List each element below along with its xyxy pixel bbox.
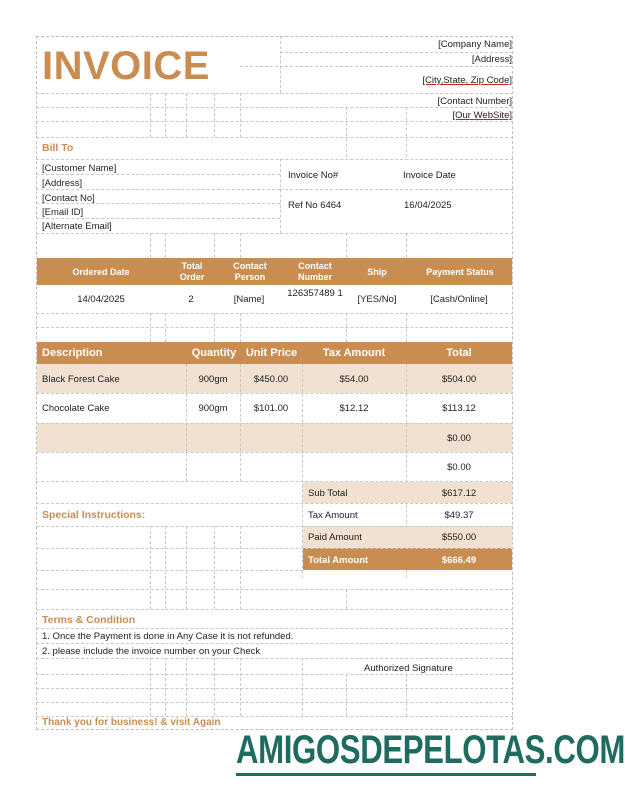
grid-line [280,36,281,93]
item-total: $0.00 [447,433,471,444]
grid-line [36,233,513,234]
grid-line [165,526,166,609]
grid-line [36,203,280,204]
items-header-unit-price: Unit Price [245,347,298,359]
subtotal-value: $617.12 [441,488,477,499]
customer-address: [Address] [42,178,83,189]
items-header-tax-amount: Tax Amount [322,347,386,359]
grid-line [214,233,215,258]
order-header-ship: Ship [367,267,387,277]
order-header-ordered-date: Ordered Date [72,267,130,277]
tax-label: Tax Amount [308,510,358,521]
total-value: $666.49 [441,555,477,566]
grid-line [36,570,303,571]
paid-value: $550.00 [441,532,477,543]
grid-line [36,137,513,138]
order-ship: [YES/No] [357,294,397,305]
grid-line [240,313,241,342]
grid-line [240,526,241,609]
grid-line [346,107,347,157]
grid-line [36,174,280,175]
invoice-title: INVOICE [42,44,210,88]
grid-line [150,93,151,137]
grid-line [214,93,215,137]
grid-line [406,674,407,716]
grid-line [150,313,151,342]
item-description: Chocolate Cake [42,403,110,414]
invoice-date-value: 16/04/2025 [404,200,452,211]
grid-line [240,233,241,258]
grid-line [36,548,513,549]
customer-name: [Customer Name] [42,163,117,174]
item-unit-price: $101.00 [253,403,289,414]
grid-line [346,674,347,716]
grid-line [36,393,513,394]
grid-line [36,589,513,590]
grid-line [36,452,513,453]
items-header-total: Total [446,347,472,359]
item-description: Black Forest Cake [42,374,120,385]
grid-line [165,313,166,342]
order-date: 14/04/2025 [77,294,125,305]
grid-line [36,702,513,703]
grid-line [36,313,513,314]
grid-line [406,313,407,342]
grid-line [186,658,187,716]
grid-line [36,609,513,610]
order-contact-person: [Name] [233,294,265,305]
watermark-logo: AMIGOSDEPELOTAS.COM [236,728,625,772]
grid-line [186,93,187,137]
paid-label: Paid Amount [308,532,362,543]
grid-line [346,233,347,258]
company-website: [Our WebSite] [452,110,512,121]
grid-line [36,526,513,527]
order-payment-status: [Cash/Online] [430,294,488,305]
grid-line [406,107,407,157]
subtotal-label: Sub Total [308,488,348,499]
item-quantity: 900gm [198,374,228,385]
order-header-contact-number: Contact Number [297,261,332,282]
grid-line [36,503,513,504]
invoice-no-value: Ref No 6464 [288,200,342,211]
grid-line [36,628,513,629]
invoice-date-label: Invoice Date [403,170,456,181]
item-total: $504.00 [441,374,477,385]
grid-line [214,313,215,342]
invoice-no-label: Invoice No# [288,170,339,181]
bill-to-heading: Bill To [42,142,74,154]
terms-heading: Terms & Condition [42,614,136,626]
tax-value: $49.37 [444,510,474,521]
grid-line [36,688,513,689]
grid-line [186,526,187,609]
company-name: [Company Name] [438,39,512,50]
grid-line [214,526,215,609]
item-tax-amount: $12.12 [339,403,369,414]
grid-line [214,658,215,716]
grid-line [406,233,407,258]
order-total: 2 [188,294,194,305]
grid-line [280,189,513,190]
watermark-underline [236,773,536,776]
total-label: Total Amount [308,555,369,566]
grid-line [280,52,513,53]
grid-line [240,93,241,137]
terms-line-2: 2. please include the invoice number on your Check [42,646,261,657]
grid-line [36,423,513,424]
grid-line [302,658,303,716]
grid-line [346,589,347,609]
company-contact-number: [Contact Number] [437,96,512,107]
grid-line [36,658,513,659]
customer-contact-no: [Contact No] [42,193,95,204]
grid-line [36,121,513,122]
grid-line [36,93,513,94]
grid-line [150,658,151,716]
company-address: [Address] [471,54,512,65]
order-header-total-order: Total Order [179,261,205,282]
company-city-state: [City,State, Zip Code] [422,75,512,86]
grid-line [346,313,347,342]
grid-line [36,218,280,219]
grid-line [150,233,151,258]
item-unit-price: $450.00 [253,374,289,385]
grid-line [36,107,513,108]
items-header-quantity: Quantity [191,347,237,359]
footer-thank-you: Thank you for business! & visit Again [42,717,221,728]
item-total: $113.12 [442,403,476,414]
authorized-signature: Authorized Signature [364,663,453,674]
grid-line [280,159,281,233]
grid-line [36,189,280,190]
item-tax-amount: $54.00 [339,374,369,385]
order-header-contact-person: Contact Person [233,261,267,282]
grid-line [165,658,166,716]
grid-line [36,674,513,675]
item-total: $0.00 [447,462,471,473]
grid-line [165,233,166,258]
order-header-payment-status: Payment Status [426,267,494,277]
customer-email: [Email ID] [42,207,84,218]
grid-line [36,327,513,328]
terms-line-1: 1. Once the Payment is done in Any Case it is not refunded. [42,631,294,642]
grid-line [36,159,513,160]
special-instructions-heading: Special Instructions: [42,509,146,521]
items-header-description: Description [42,347,103,359]
grid-line [36,643,513,644]
grid-line [165,93,166,137]
order-contact-number: 126357489 1 [287,288,343,299]
grid-line [240,658,241,716]
item-quantity: 900gm [198,403,228,414]
grid-line [150,526,151,609]
customer-alternate-email: [Alternate Email] [42,221,112,232]
